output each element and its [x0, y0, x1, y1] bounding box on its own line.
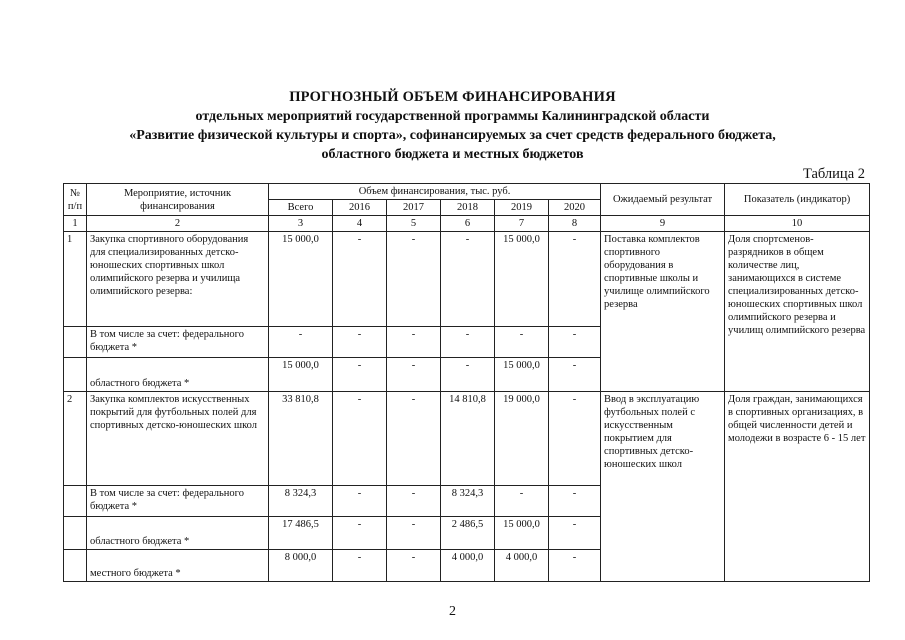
cell-2020: -	[549, 358, 601, 392]
indicator: Доля спортсменов-разрядников в общем количестве лиц, занимающихся в системе специализированных детско-юношеских спортивных школ олимпийского резерва и училищ олимпийского резерва	[725, 232, 870, 392]
cell-2020: -	[549, 517, 601, 550]
cell-2019: 15 000,0	[495, 517, 549, 550]
table-row	[64, 392, 870, 486]
cell-2019: 15 000,0	[495, 358, 549, 392]
title-line-3: «Развитие физической культуры и спорта», софинансируемых за счет средств федерального бюджета,	[129, 128, 776, 143]
table-row	[64, 232, 870, 327]
event-name: Закупка спортивного оборудования для специализированных детско-юношеских спортивных школ олимпийского резерва и училища олимпийского резерва:	[87, 232, 269, 327]
cell-2018: 2 486,5	[441, 517, 495, 550]
cell-2017: -	[387, 392, 441, 486]
cell-2017: -	[387, 358, 441, 392]
row-num-empty	[64, 550, 87, 582]
header-2019: 2019	[495, 200, 549, 216]
header-2020: 2020	[549, 200, 601, 216]
source-label: местного бюджета *	[87, 550, 269, 582]
source-label: В том числе за счет: федерального бюджета *	[87, 486, 269, 517]
col-number: 8	[549, 216, 601, 232]
row-num-empty	[64, 517, 87, 550]
title-line-4: областного бюджета и местных бюджетов	[321, 147, 584, 162]
header-event: Мероприятие, источник финансирования	[87, 184, 269, 216]
cell-2020: -	[549, 486, 601, 517]
header-2018: 2018	[441, 200, 495, 216]
col-number: 4	[333, 216, 387, 232]
header-volume: Объем финансирования, тыс. руб.	[269, 184, 601, 200]
cell-2017: -	[387, 327, 441, 358]
document-title	[0, 88, 905, 164]
cell-2020: -	[549, 232, 601, 327]
row-num-empty	[64, 486, 87, 517]
event-name: Закупка комплектов искусственных покрытий для футбольных полей для спортивных детско-юношеских школ	[87, 392, 269, 486]
col-number: 6	[441, 216, 495, 232]
cell-total: 15 000,0	[269, 358, 333, 392]
header-2016: 2016	[333, 200, 387, 216]
cell-2017: -	[387, 517, 441, 550]
col-number: 3	[269, 216, 333, 232]
source-label: В том числе за счет: федерального бюджета *	[87, 327, 269, 358]
cell-2018: -	[441, 232, 495, 327]
cell-2016: -	[333, 327, 387, 358]
cell-2016: -	[333, 486, 387, 517]
cell-2018: -	[441, 327, 495, 358]
header-total: Всего	[269, 200, 333, 216]
cell-total: -	[269, 327, 333, 358]
cell-2017: -	[387, 232, 441, 327]
header-num: № п/п	[64, 184, 87, 216]
cell-2018: -	[441, 358, 495, 392]
header-result: Ожидаемый результат	[601, 184, 725, 216]
cell-2019: -	[495, 486, 549, 517]
row-num-empty	[64, 327, 87, 358]
cell-total: 8 324,3	[269, 486, 333, 517]
page-number: 2	[449, 604, 456, 619]
cell-2019: 19 000,0	[495, 392, 549, 486]
header-indicator: Показатель (индикатор)	[725, 184, 870, 216]
cell-2016: -	[333, 392, 387, 486]
cell-total: 8 000,0	[269, 550, 333, 582]
col-number: 9	[601, 216, 725, 232]
cell-2017: -	[387, 550, 441, 582]
cell-2020: -	[549, 392, 601, 486]
cell-total: 17 486,5	[269, 517, 333, 550]
cell-2018: 4 000,0	[441, 550, 495, 582]
cell-2019: -	[495, 327, 549, 358]
col-number: 2	[87, 216, 269, 232]
cell-2019: 4 000,0	[495, 550, 549, 582]
cell-2018: 8 324,3	[441, 486, 495, 517]
row-num: 1	[64, 232, 87, 327]
cell-2020: -	[549, 327, 601, 358]
cell-2016: -	[333, 517, 387, 550]
title-line-2: отдельных мероприятий государственной программы Калининградской области	[195, 109, 710, 124]
row-num: 2	[64, 392, 87, 486]
expected-result: Поставка комплектов спортивного оборудования в спортивные школы и училище олимпийского резерва	[601, 232, 725, 392]
source-label: областного бюджета *	[87, 517, 269, 550]
cell-total: 15 000,0	[269, 232, 333, 327]
table-label: Таблица 2	[802, 166, 865, 182]
row-num-empty	[64, 358, 87, 392]
header-2017: 2017	[387, 200, 441, 216]
col-number: 10	[725, 216, 870, 232]
col-number: 5	[387, 216, 441, 232]
col-number: 1	[64, 216, 87, 232]
cell-2017: -	[387, 486, 441, 517]
expected-result: Ввод в эксплуатацию футбольных полей с искусственным покрытием для спортивных детско-юношеских школ	[601, 392, 725, 582]
indicator: Доля граждан, занимающихся в спортивных организациях, в общей численности детей и молодежи в возрасте 6 - 15 лет	[725, 392, 870, 582]
financing-table	[63, 183, 870, 582]
cell-2019: 15 000,0	[495, 232, 549, 327]
cell-2020: -	[549, 550, 601, 582]
cell-2016: -	[333, 232, 387, 327]
col-number: 7	[495, 216, 549, 232]
cell-2018: 14 810,8	[441, 392, 495, 486]
title-line-1: ПРОГНОЗНЫЙ ОБЪЕМ ФИНАНСИРОВАНИЯ	[289, 89, 616, 105]
cell-total: 33 810,8	[269, 392, 333, 486]
cell-2016: -	[333, 358, 387, 392]
cell-2016: -	[333, 550, 387, 582]
source-label: областного бюджета *	[87, 358, 269, 392]
